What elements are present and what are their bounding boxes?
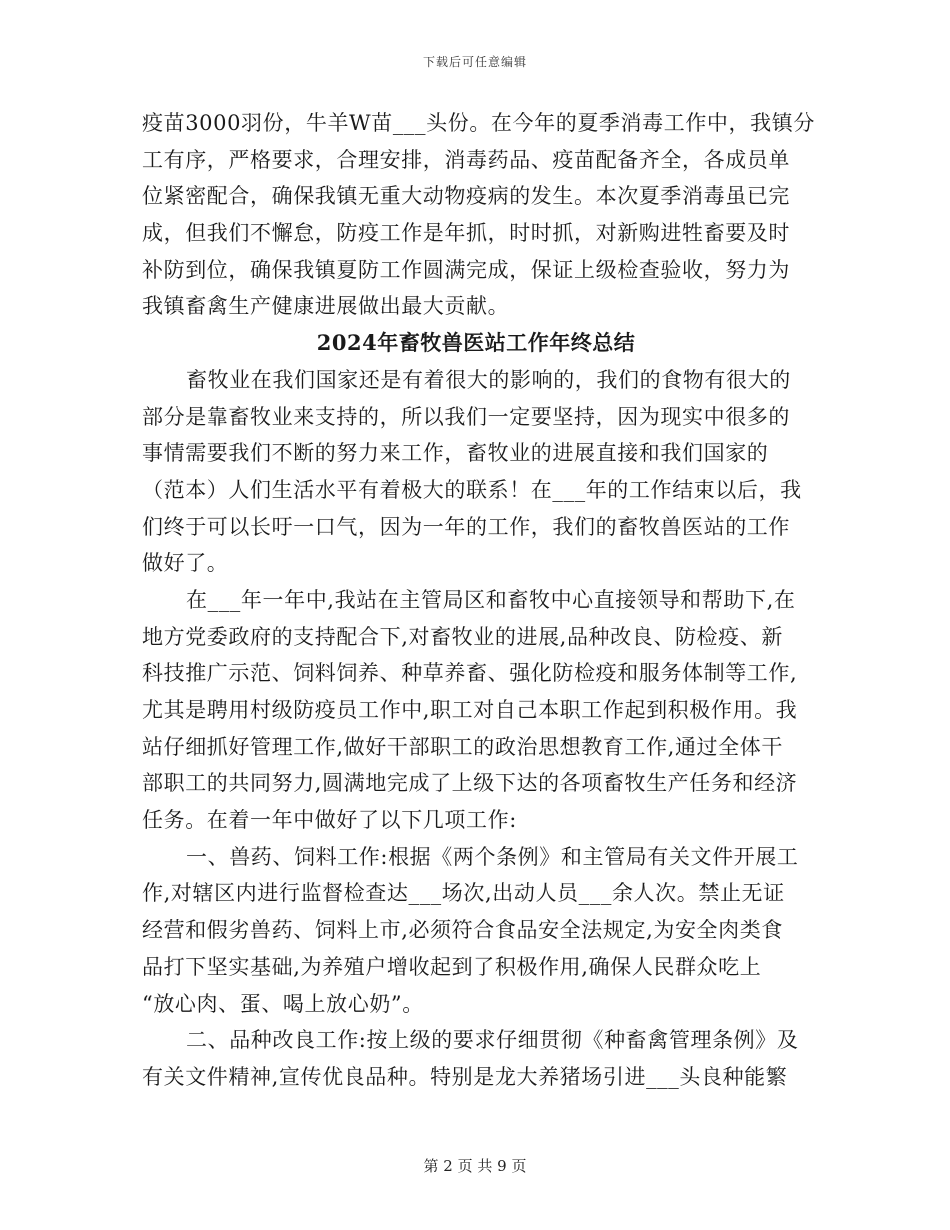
text-line: 尤其是聘用村级防疫员工作中,职工对自己本职工作起到积极作用。我 bbox=[142, 698, 798, 722]
document-body bbox=[142, 105, 815, 1096]
text-line: 做好了。 bbox=[142, 551, 229, 576]
text-line: 科技推广示范、饲料饲养、种草养畜、强化防检疫和服务体制等工作, bbox=[142, 661, 798, 686]
text-line: 二、品种改良工作:按上级的要求仔细贯彻《种畜禽管理条例》及 bbox=[186, 1028, 799, 1053]
paragraph bbox=[142, 1022, 810, 1095]
text-line: 们终于可以长吁一口气，因为一年的工作，我们的畜牧兽医站的工作 bbox=[142, 514, 790, 539]
text-line: 在___年一年中,我站在主管局区和畜牧中心直接领导和帮助下,在 bbox=[186, 587, 796, 612]
text-line: “放心肉、蛋、喝上放心奶”。 bbox=[142, 991, 424, 1016]
text-line: 品打下坚实基础,为养殖户增收起到了积极作用,确保人民群众吃上 bbox=[142, 954, 762, 979]
text-line: 经营和假劣兽药、饲料上市,必须符合食品安全法规定,为安全肉类食 bbox=[142, 918, 783, 943]
text-line: 地方党委政府的支持配合下,对畜牧业的进展,品种改良、防检疫、新 bbox=[142, 624, 783, 649]
text-line: （范本）人们生活水平有着极大的联系！在___年的工作结束以后，我 bbox=[142, 477, 802, 502]
paragraph bbox=[142, 582, 810, 839]
text-line: 有关文件精神,宣传优良品种。特别是龙大养猪场引进___头良种能繁 bbox=[142, 1064, 788, 1089]
text-line: 任务。在着一年中做好了以下几项工作: bbox=[142, 808, 517, 833]
header-note: 下载后可任意编辑 bbox=[422, 55, 527, 69]
paragraph bbox=[142, 362, 810, 582]
paragraph bbox=[142, 105, 815, 325]
text-line: 一、兽药、饲料工作:根据《两个条例》和主管局有关文件开展工 bbox=[186, 844, 799, 869]
paragraph bbox=[142, 839, 810, 1022]
text-line: 补防到位，确保我镇夏防工作圆满完成，保证上级检查验收，努力为 bbox=[142, 257, 790, 282]
text-line: 部职工的共同努力,圆满地完成了上级下达的各项畜牧生产任务和经济 bbox=[142, 771, 798, 796]
text-line: 站仔细抓好管理工作,做好干部职工的政治思想教育工作,通过全体干 bbox=[142, 734, 783, 759]
text-line: 疫苗3000羽份，牛羊W苗___头份。在今年的夏季消毒工作中，我镇分 bbox=[142, 111, 815, 135]
text-line: 工有序，严格要求，合理安排，消毒药品、疫苗配备齐全，各成员单 bbox=[142, 147, 790, 172]
page-number: 第 2 页 共 9 页 bbox=[423, 1157, 527, 1175]
text-line: 部分是靠畜牧业来支持的，所以我们一定要坚持，因为现实中很多的 bbox=[142, 404, 790, 429]
text-line: 位紧密配合，确保我镇无重大动物疫病的发生。本次夏季消毒虽已完 bbox=[142, 184, 790, 209]
text-line: 成，但我们不懈怠，防疫工作是年抓，时时抓，对新购进牲畜要及时 bbox=[142, 221, 790, 246]
text-line: 事情需要我们不断的努力来工作，畜牧业的进展直接和我们国家的 bbox=[142, 441, 769, 466]
text-line: 我镇畜禽生产健康进展做出最大贡献。 bbox=[142, 294, 510, 319]
text-line: 作,对辖区内进行监督检查达___场次,出动人员___余人次。禁止无证 bbox=[142, 881, 785, 906]
section-title: 2024年畜牧兽医站工作年终总结 bbox=[316, 330, 636, 356]
text-line: 畜牧业在我们国家还是有着很大的影响的，我们的食物有很大的 bbox=[186, 367, 791, 392]
